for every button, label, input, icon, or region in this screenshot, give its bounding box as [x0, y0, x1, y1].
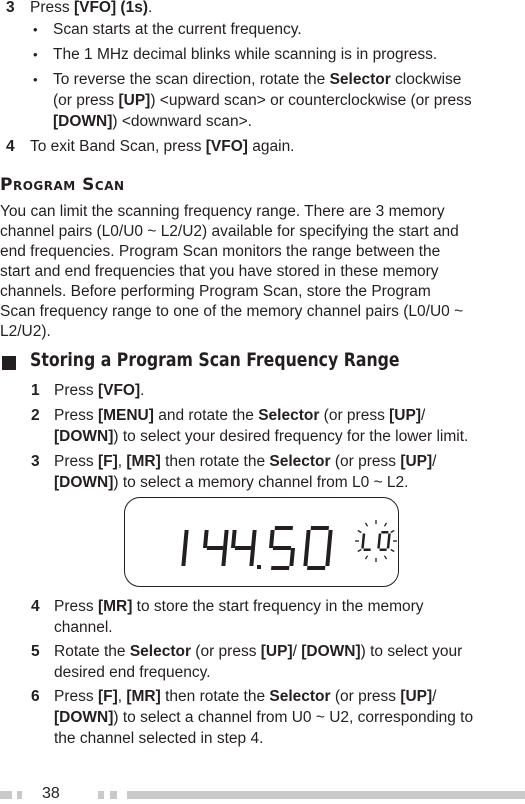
bullet-dot: • [33, 47, 38, 62]
lcd-segment [388, 534, 391, 542]
bullet-text: The 1 MHz decimal blinks while scanning is in progress. [53, 46, 438, 63]
step-line: [DOWN]) to select a channel from U0 ~ U2, corresponding to [54, 709, 474, 726]
blink-ray [358, 550, 361, 552]
step-number: 3 [31, 453, 40, 470]
lcd-segment [378, 534, 381, 542]
blink-ray [385, 523, 387, 526]
intro-line: channel pairs (L0/U0 ~ L2/U2) available for specifying the start and [0, 223, 459, 240]
step-number: 6 [31, 688, 40, 705]
heading-square-icon [2, 356, 16, 370]
step-line: Press [F], [MR] then rotate the Selector (or press [UP]/ [54, 688, 437, 705]
intro-line: L2/U2). [0, 323, 51, 340]
blink-ray [366, 556, 368, 559]
lcd-display [124, 497, 399, 587]
lcd-segment [221, 548, 227, 566]
lcd-digits-graphic [125, 498, 398, 586]
footer-bar-segment [110, 791, 117, 799]
blink-ray [366, 523, 368, 526]
lcd-segment [207, 546, 223, 550]
bullet-dot: • [33, 22, 38, 37]
intro-line: channels. Before performing Program Scan, store the Program [0, 283, 431, 300]
intro-paragraph [0, 202, 525, 342]
bullet-text: (or press [UP]) <upward scan> or counterclockwise (or press [53, 92, 472, 109]
lcd-segment [273, 546, 291, 550]
step-body [54, 642, 462, 683]
lcd-segment [381, 531, 388, 534]
step-line: channel. [54, 619, 113, 636]
footer-bar-segment [127, 791, 525, 799]
lcd-segment [271, 566, 289, 570]
intro-line: end frequencies. Program Scan monitors the range between the [0, 243, 441, 260]
lcd-segment [327, 530, 333, 548]
lcd-segment [269, 530, 275, 548]
step-line: [DOWN]) to select your desired frequency for the lower limit. [54, 428, 469, 445]
step-body [54, 381, 144, 401]
step-number: 1 [31, 382, 40, 399]
lcd-segment [307, 566, 325, 570]
lcd-decimal-dot [257, 565, 261, 569]
step-text: Press [VFO] (1s). [30, 0, 153, 16]
step-line: [DOWN]) to select a memory channel from L0 ~ L2. [54, 474, 409, 491]
subsection-title: Storing a Program Scan Frequency Range [30, 349, 400, 371]
step-number: 5 [31, 643, 40, 660]
step-body [54, 452, 436, 493]
lcd-segment [305, 530, 311, 548]
step-line: Rotate the Selector (or press [UP]/ [DOWN]) to select your [54, 643, 463, 660]
lcd-segment [183, 530, 189, 548]
lcd-segment [231, 530, 237, 548]
lcd-segment [387, 541, 390, 549]
lcd-segment [311, 526, 329, 530]
step-body [54, 597, 424, 638]
bullet-dot: • [33, 72, 38, 87]
lcd-segment [377, 541, 380, 549]
footer-bar-segment [98, 791, 104, 799]
bullet-text: Scan starts at the current frequency. [53, 21, 302, 38]
step-body [54, 406, 468, 447]
page-number: 38 [42, 785, 60, 802]
footer-bar-segment [0, 791, 12, 799]
intro-line: start and end frequencies that you have stored in these memory [0, 263, 439, 280]
lcd-segment [223, 530, 229, 548]
step-number: 4 [31, 598, 40, 615]
step-line: the channel selected in step 4. [54, 730, 264, 747]
lcd-segment [275, 526, 293, 530]
step-text: To exit Band Scan, press [VFO] again. [30, 138, 295, 155]
step-number: 3 [6, 0, 15, 16]
lcd-segment [380, 549, 387, 552]
intro-line: You can limit the scanning frequency range. There are 3 memory [0, 203, 445, 220]
blink-ray [385, 556, 387, 559]
footer-bar-segment [17, 791, 22, 799]
lcd-segment [362, 534, 365, 542]
step-line: Press [MR] to store the start frequency in the memory [54, 598, 424, 615]
bullet-text: [DOWN]) <downward scan>. [53, 113, 252, 130]
step-line: desired end frequency. [54, 664, 211, 681]
lcd-segment [203, 530, 209, 548]
step-line: Press [MENU] and rotate the Selector (or press [UP]/ [54, 407, 426, 424]
step-line: Press [VFO]. [54, 382, 145, 399]
blink-ray [358, 531, 361, 533]
step-body [54, 687, 473, 749]
lcd-segment [361, 541, 364, 549]
step-number: 4 [6, 138, 15, 155]
step-number: 2 [31, 407, 40, 424]
intro-line: Scan frequency range to one of the memory channel pairs (L0/U0 ~ [0, 303, 464, 320]
step-line: Press [F], [MR] then rotate the Selector (or press [UP]/ [54, 453, 437, 470]
blink-ray [391, 550, 394, 552]
lcd-segment [325, 548, 331, 566]
section-title: Program Scan [0, 175, 125, 195]
lcd-segment [251, 530, 257, 548]
lcd-segment [249, 548, 255, 566]
lcd-segment [289, 548, 295, 566]
bullet-text: To reverse the scan direction, rotate the Selector clockwise [53, 71, 462, 88]
blink-ray [391, 531, 394, 533]
lcd-segment [235, 546, 251, 550]
lcd-segment [364, 549, 371, 552]
lcd-segment [303, 548, 309, 566]
lcd-segment [181, 548, 187, 566]
